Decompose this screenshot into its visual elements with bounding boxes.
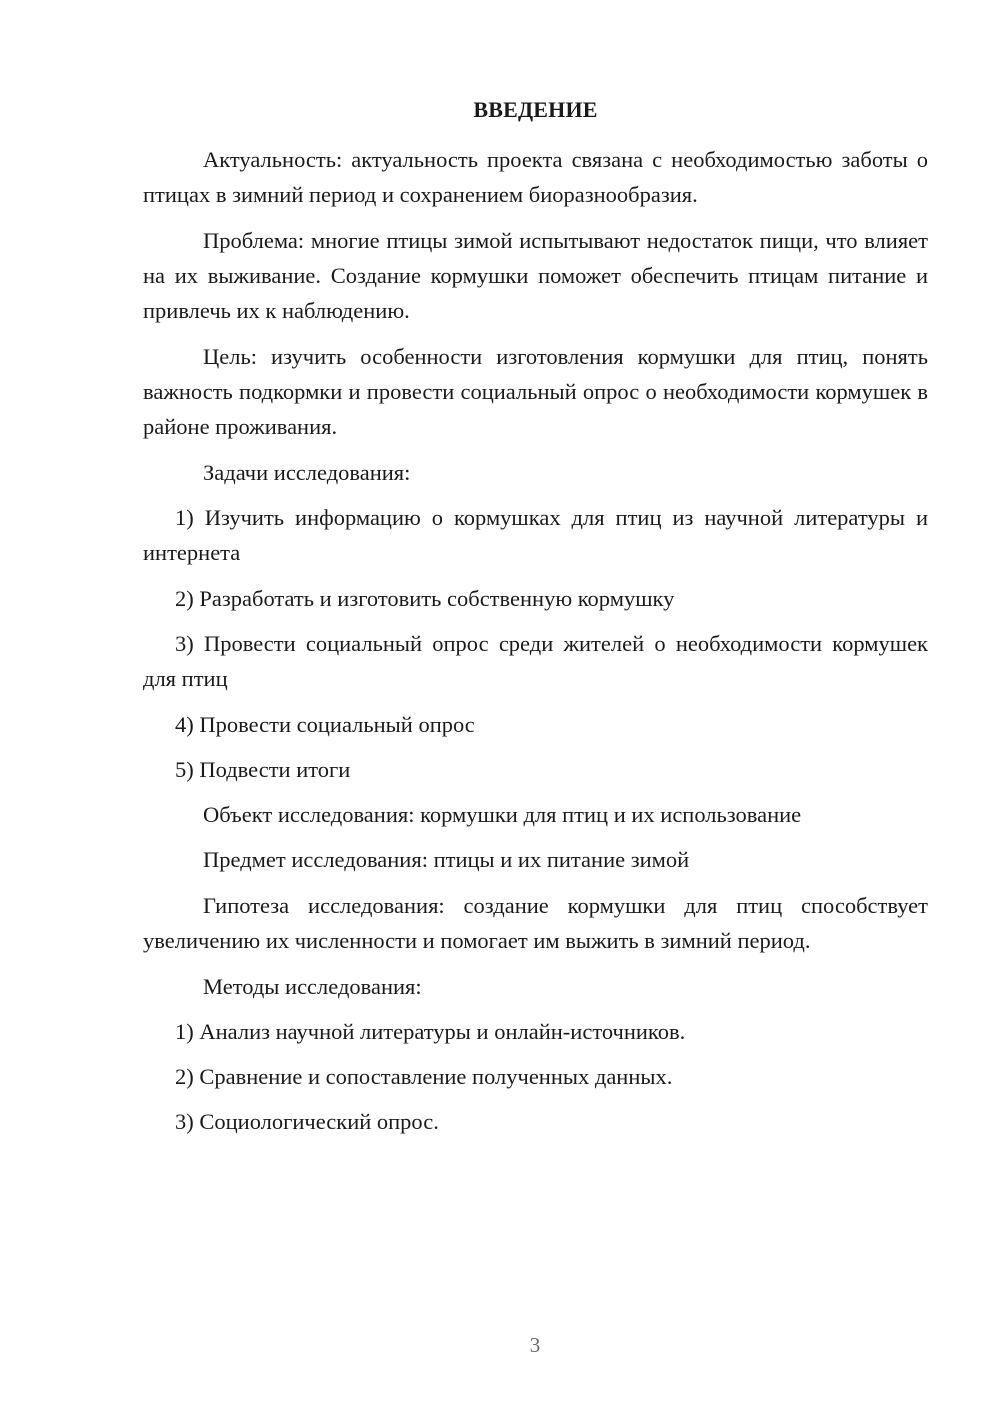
methods-heading: Методы исследования: xyxy=(203,974,422,999)
task-item-2: 2) Разработать и изготовить собственную кормушку xyxy=(175,586,675,611)
hypothesis-paragraph: Гипотеза исследования: создание кормушки для птиц способствует увеличению их численности и помогает им выжить в зимний период. xyxy=(143,893,928,953)
task-item-3: 3) Провести социальный опрос среди жителей о необходимости кормушек для птиц xyxy=(143,631,928,691)
method-item-1: 1) Анализ научной литературы и онлайн-источников. xyxy=(175,1019,686,1044)
method-item-3: 3) Социологический опрос. xyxy=(175,1109,439,1134)
task-item-4: 4) Провести социальный опрос xyxy=(175,712,475,737)
page-number: 3 xyxy=(529,1333,541,1357)
goal-paragraph: Цель: изучить особенности изготовления кормушки для птиц, понять важность подкормки и провести социальный опрос о необходимости кормушек в районе проживания. xyxy=(143,344,928,439)
method-item-2: 2) Сравнение и сопоставление полученных данных. xyxy=(175,1064,673,1089)
task-item-5: 5) Подвести итоги xyxy=(175,757,351,782)
subject-paragraph: Предмет исследования: птицы и их питание зимой xyxy=(203,847,690,872)
tasks-heading: Задачи исследования: xyxy=(203,460,411,485)
page-title: ВВЕДЕНИЕ xyxy=(473,97,598,122)
problem-paragraph: Проблема: многие птицы зимой испытывают недостаток пищи, что влияет на их выживание. Создание кормушки поможет обеспечить птицам питание и привлечь их к наблюдению. xyxy=(143,228,928,323)
relevance-paragraph: Актуальность: актуальность проекта связана с необходимостью заботы о птицах в зимний период и сохранением биоразнообразия. xyxy=(143,147,928,207)
object-paragraph: Объект исследования: кормушки для птиц и их использование xyxy=(203,802,802,827)
task-item-1: 1) Изучить информацию о кормушках для птиц из научной литературы и интернета xyxy=(143,505,928,565)
